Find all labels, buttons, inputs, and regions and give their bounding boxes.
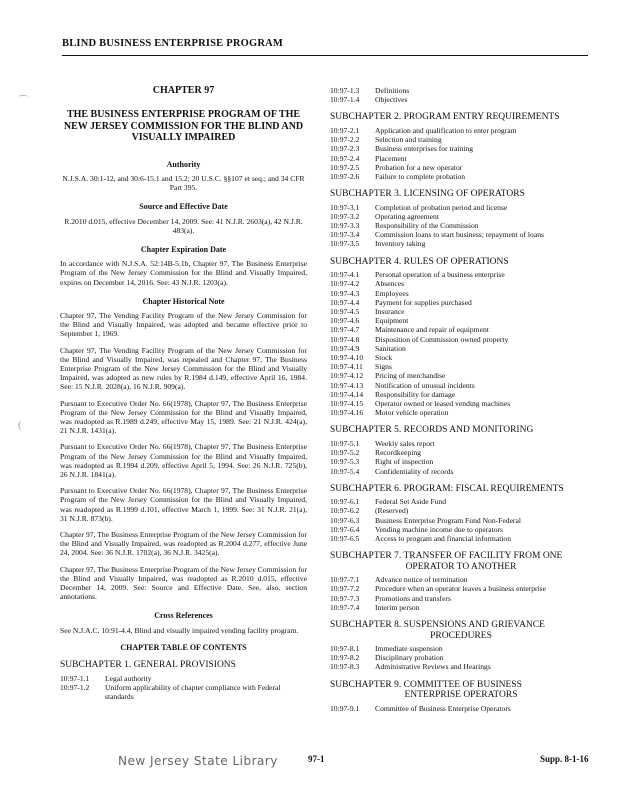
cross-references-text: See N.J.A.C. 10:91-4.4, Blind and visually impaired vending facility program. (60, 625, 299, 635)
section-title: Legal authority (105, 673, 152, 683)
section-title: Placement (375, 153, 407, 163)
left-column (60, 86, 307, 701)
section-title: Pricing of merchandise (375, 371, 446, 381)
toc-entry (330, 230, 592, 239)
toc-entry (330, 467, 592, 476)
toc-entry (330, 497, 592, 506)
subchapter-8-title-line1: SUBCHAPTER 8. SUSPENSIONS AND GRIEVANCE (330, 620, 545, 631)
section-title: Notification of unusual incidents (375, 380, 475, 390)
section-number: 10:97-6.5 (330, 534, 360, 544)
toc-entry (330, 704, 592, 713)
section-number: 10:97-4.8 (330, 334, 360, 344)
toc-entry (330, 212, 592, 221)
toc-entry (330, 344, 592, 353)
section-title: Stock (375, 352, 393, 362)
subchapter-7-title-line1: SUBCHAPTER 7. TRANSFER OF FACILITY FROM ONE (330, 551, 563, 562)
section-number: 10:97-4.11 (330, 362, 363, 372)
section-number: 10:97-4.1 (330, 270, 360, 280)
toc-entry (330, 525, 592, 534)
section-title: Weekly sales report (375, 438, 435, 448)
section-title: Immediate suspension (375, 644, 443, 654)
section-number: 10:97-5.4 (330, 466, 360, 476)
subchapter-4-title: SUBCHAPTER 4. RULES OF OPERATIONS (330, 256, 509, 267)
subchapter-9-title (330, 680, 592, 701)
toc-entry (330, 154, 592, 163)
cross-references-heading: Cross References (154, 611, 213, 621)
source-text: R.2010 d.015, effective December 14, 2009. See: 41 N.J.R. 2603(a), 42 N.J.R. 483(a). (64, 216, 303, 235)
section-number: 10:97-3.4 (330, 230, 360, 240)
section-number: 10:97-3.5 (330, 239, 360, 249)
section-number: 10:97-2.4 (330, 153, 360, 163)
header-rule (62, 55, 588, 56)
toc-entry (330, 86, 592, 95)
section-number: 10:97-6.4 (330, 524, 360, 534)
toc-entry (330, 203, 592, 212)
toc-entry (330, 399, 592, 408)
section-number: 10:97-7.2 (330, 584, 360, 594)
running-header: BLIND BUSINESS ENTERPRISE PROGRAM (62, 38, 284, 49)
toc-entry (330, 381, 592, 390)
section-number: 10:97-5.2 (330, 448, 360, 458)
section-number: 10:97-1.2 (60, 682, 90, 692)
section-title: Recordkeeping (375, 448, 421, 458)
section-title: Confidentiality of records (375, 466, 454, 476)
section-title: (Reserved) (375, 506, 409, 516)
section-title: Access to program and financial information (375, 534, 512, 544)
section-title: Responsibility of the Commission (375, 221, 479, 231)
subchapter-9-title-line1: SUBCHAPTER 9. COMMITTEE OF BUSINESS (330, 679, 522, 690)
chapter-number: CHAPTER 97 (152, 85, 215, 96)
section-title: Insurance (375, 306, 405, 316)
toc-entry (330, 163, 592, 172)
section-title: Uniform applicability of chapter compliance with Federal standards (105, 682, 281, 701)
section-number: 10:97-4.7 (330, 325, 360, 335)
section-number: 10:97-2.1 (330, 125, 360, 135)
section-title: Absences (375, 279, 405, 289)
section-number: 10:97-1.4 (330, 95, 360, 105)
toc-entry (330, 172, 592, 181)
authority-section (60, 160, 307, 193)
subchapter-1-title: SUBCHAPTER 1. GENERAL PROVISIONS (60, 660, 236, 671)
section-title: Selection and training (375, 135, 442, 145)
history-heading: Chapter Historical Note (142, 296, 225, 306)
section-title: Failure to complete probation (375, 171, 466, 181)
section-title: Vending machine income due to operators (375, 524, 503, 534)
page-number: 97-1 (308, 754, 325, 764)
authority-text: N.J.S.A. 30:1-12, and 30:6-15.1 and 15.2; 20 U.S.C. §§107 et seq.; and 34 CFR Part 395. (62, 173, 305, 193)
subchapter-9-list (330, 704, 592, 713)
section-number: 10:97-4.14 (330, 389, 364, 399)
section-title: Federal Set Aside Fund (375, 497, 447, 507)
subchapter-7-title (330, 551, 592, 572)
section-number: 10:97-3.1 (330, 202, 360, 212)
toc-entry (330, 362, 592, 371)
toc-entry (60, 674, 307, 683)
subchapter-8-title (330, 620, 592, 641)
expiration-text: In accordance with N.J.S.A. 52:14B-5.1b, Chapter 97, The Business Enterprise Program of the New Jersey Commission for the Blind and Visually Impaired, expires on December 14, 2016. See: 43 N.J.R. 1203(a). (60, 259, 307, 287)
section-number: 10:97-7.1 (330, 575, 360, 585)
section-number: 10:97-3.2 (330, 211, 360, 221)
section-number: 10:97-1.3 (330, 86, 360, 95)
section-number: 10:97-2.6 (330, 171, 360, 181)
toc-entry (330, 95, 592, 104)
section-number: 10:97-4.9 (330, 343, 360, 353)
section-number: 10:97-6.2 (330, 506, 360, 516)
section-title: Objectives (375, 95, 408, 105)
section-title: Business enterprises for training (375, 144, 474, 154)
toc-entry (330, 298, 592, 307)
section-title: Business Enterprise Program Fund Non-Federal (375, 515, 521, 525)
toc-entry (330, 335, 592, 344)
section-title: Probation for a new operator (375, 162, 463, 172)
section-number: 10:97-4.13 (330, 380, 364, 390)
subchapter-2-title: SUBCHAPTER 2. PROGRAM ENTRY REQUIREMENTS (330, 112, 560, 123)
toc-entry (330, 594, 592, 603)
section-title: Promotions and transfers (375, 593, 451, 603)
scan-mark: ⌒ (18, 96, 28, 107)
section-title: Motor vehicle operation (375, 408, 449, 418)
subchapter-5-title: SUBCHAPTER 5. RECORDS AND MONITORING (330, 425, 534, 436)
section-number: 10:97-4.5 (330, 306, 360, 316)
toc-entry (60, 683, 307, 701)
section-number: 10:97-4.6 (330, 316, 360, 326)
subchapter-3-list (330, 203, 592, 249)
section-title: Personal operation of a business enterprise (375, 270, 505, 280)
history-note: Chapter 97, The Vending Facility Program of the New Jersey Commission for the Blind and Visually Impaired, was adopted and became effective prior to September 1, 1969. (60, 310, 307, 339)
history-note: Chapter 97, The Vending Facility Program of the New Jersey Commission for the Blind and Visually Impaired, was repealed and Chapter 97, The Business Enterprise Program of the New Jersey Commission for the Blind and Visually Impaired, was adopted as new rules by R.1984 d.149, effective April 16, 1984. See: 15 N.J.R. 2028(a), 16 N.J.R. 909(a). (60, 345, 307, 392)
section-number: 10:97-2.3 (330, 144, 360, 154)
toc-entry (330, 390, 592, 399)
subchapter-2-list (330, 126, 592, 181)
section-title: Equipment (375, 316, 409, 326)
section-number: 10:97-7.3 (330, 593, 360, 603)
section-number: 10:97-1.1 (60, 673, 90, 683)
section-title: Operator owned or leased vending machines (375, 398, 511, 408)
section-title: Responsibility for damage (375, 389, 456, 399)
section-title: Procedure when an operator leaves a business enterprise (375, 584, 547, 594)
section-title: Administrative Reviews and Hearings (375, 662, 491, 672)
toc-entry (330, 534, 592, 543)
subchapter-1-list (60, 674, 307, 702)
toc-entry (330, 506, 592, 515)
toc-entry (330, 644, 592, 653)
toc-entry (330, 144, 592, 153)
toc-entry (330, 289, 592, 298)
section-title: Operating agreement (375, 211, 439, 221)
toc-entry (330, 135, 592, 144)
subchapter-6-list (330, 497, 592, 543)
chapter-title: THE BUSINESS ENTERPRISE PROGRAM OF THE NEW JERSEY COMMISSION FOR THE BLIND AND VISUALLY IMPAIRED (63, 109, 304, 144)
section-title: Commission loans to start business; repayment of loans (375, 230, 544, 240)
toc-entry (330, 575, 592, 584)
toc-entry (330, 653, 592, 662)
section-title: Employees (375, 288, 409, 298)
section-number: 10:97-5.3 (330, 457, 360, 467)
section-title: Definitions (375, 86, 410, 95)
library-watermark: New Jersey State Library (118, 754, 278, 768)
section-title: Inventory taking (375, 239, 426, 249)
subchapter-5-list (330, 439, 592, 476)
section-number: 10:97-8.3 (330, 662, 360, 672)
section-title: Disposition of Commission owned property (375, 334, 509, 344)
expiration-heading: Chapter Expiration Date (140, 244, 227, 254)
section-title: Signs (375, 362, 392, 372)
toc-entry (330, 439, 592, 448)
source-section (60, 202, 307, 235)
section-title: Advance notice of termination (375, 575, 468, 585)
section-number: 10:97-2.2 (330, 135, 360, 145)
section-number: 10:97-4.3 (330, 288, 360, 298)
section-number: 10:97-8.2 (330, 653, 360, 663)
toc-entry (330, 457, 592, 466)
section-number: 10:97-4.12 (330, 371, 364, 381)
section-number: 10:97-4.10 (330, 352, 364, 362)
subchapter-3-title: SUBCHAPTER 3. LICENSING OF OPERATORS (330, 189, 525, 200)
toc-entry (330, 603, 592, 612)
scan-mark: ( (18, 420, 22, 431)
authority-heading: Authority (166, 159, 201, 169)
history-note: Chapter 97, The Business Enterprise Program of the New Jersey Commission for the Blind and Visually Impaired, was readopted as R.2004 d.277, effective June 24, 2004. See: 36 N.J.R. 1702(a), 36 N.J.R. 3425(a). (60, 530, 307, 558)
toc-entry (330, 353, 592, 362)
right-column (330, 86, 592, 713)
section-number: 10:97-6.1 (330, 497, 360, 507)
section-title: Committee of Business Enterprise Operators (375, 703, 511, 713)
history-note: Chapter 97, The Business Enterprise Program of the New Jersey Commission for the Blind and Visually Impaired, was readopted as R.2010 d.015, effective December 14, 2009. See: Source and Effective Date. See, also, section annotations. (60, 564, 307, 602)
subchapter-8-title-line2: PROCEDURES (430, 630, 492, 641)
source-heading: Source and Effective Date (139, 202, 228, 212)
section-title: Right of inspection (375, 457, 434, 467)
toc-entry (330, 316, 592, 325)
history-note: Pursuant to Executive Order No. 66(1978), Chapter 97, The Business Enterprise Program of the New Jersey Commission for the Blind and Visually Impaired, was readopted as R.1989 d.249, effective May 15, 1989. See: 21 N.J.R. 424(a), 21 N.J.R. 1431(a). (60, 398, 307, 436)
section-number: 10:97-4.2 (330, 279, 360, 289)
toc-entry (330, 448, 592, 457)
subchapter-1-list-cont (330, 86, 592, 104)
section-number: 10:97-3.3 (330, 221, 360, 231)
toc-entry (330, 270, 592, 279)
section-number: 10:97-5.1 (330, 438, 360, 448)
section-title: Maintenance and repair of equipment (375, 325, 489, 335)
section-number: 10:97-4.15 (330, 398, 364, 408)
toc-entry (330, 307, 592, 316)
toc-entry (330, 662, 592, 671)
toc-entry (330, 516, 592, 525)
toc-entry (330, 126, 592, 135)
section-number: 10:97-9.1 (330, 703, 360, 713)
history-note: Pursuant to Executive Order No. 66(1978), Chapter 97, The Business Enterprise Program of the New Jersey Commission for the Blind and Visually Impaired, was readopted as R.1994 d.209, effective April 5, 1994. See: 26 N.J.R. 725(b), 26 N.J.R. 1841(a). (60, 442, 307, 479)
section-title: Completion of probation period and license (375, 202, 508, 212)
section-number: 10:97-7.4 (330, 602, 360, 612)
subchapter-9-title-line2: ENTERPRISE OPERATORS (404, 690, 518, 701)
subchapter-7-title-line2: OPERATOR TO ANOTHER (405, 561, 517, 572)
subchapter-7-list (330, 575, 592, 612)
section-title: Sanitation (375, 343, 406, 353)
section-number: 10:97-4.4 (330, 297, 360, 307)
section-number: 10:97-8.1 (330, 644, 360, 654)
toc-entry (330, 221, 592, 230)
toc-entry (330, 325, 592, 334)
toc-entry (330, 279, 592, 288)
history-notes (60, 311, 307, 601)
history-note: Pursuant to Executive Order No. 66(1978), Chapter 97, The Business Enterprise Program of the New Jersey Commission for the Blind and Visually Impaired, was readopted as R.1999 d.101, effective March 1, 1999. See: 31 N.J.R. 21(a), 31 N.J.R. 873(b). (60, 486, 307, 523)
toc-entry (330, 408, 592, 417)
section-number: 10:97-2.5 (330, 162, 360, 172)
section-title: Application and qualification to enter program (375, 125, 517, 135)
section-number: 10:97-4.16 (330, 408, 364, 418)
subchapter-6-title: SUBCHAPTER 6. PROGRAM: FISCAL REQUIREMENTS (330, 483, 564, 494)
section-title: Disciplinary probation (375, 653, 444, 663)
subchapter-8-list (330, 644, 592, 672)
section-title: Payment for supplies purchased (375, 297, 472, 307)
toc-entry (330, 239, 592, 248)
toc-heading: CHAPTER TABLE OF CONTENTS (120, 642, 247, 652)
toc-entry (330, 584, 592, 593)
section-number: 10:97-6.3 (330, 515, 360, 525)
subchapter-4-list (330, 270, 592, 417)
section-title: Interim person (375, 602, 420, 612)
supplement-date: Supp. 8-1-16 (540, 754, 589, 764)
toc-entry (330, 371, 592, 380)
